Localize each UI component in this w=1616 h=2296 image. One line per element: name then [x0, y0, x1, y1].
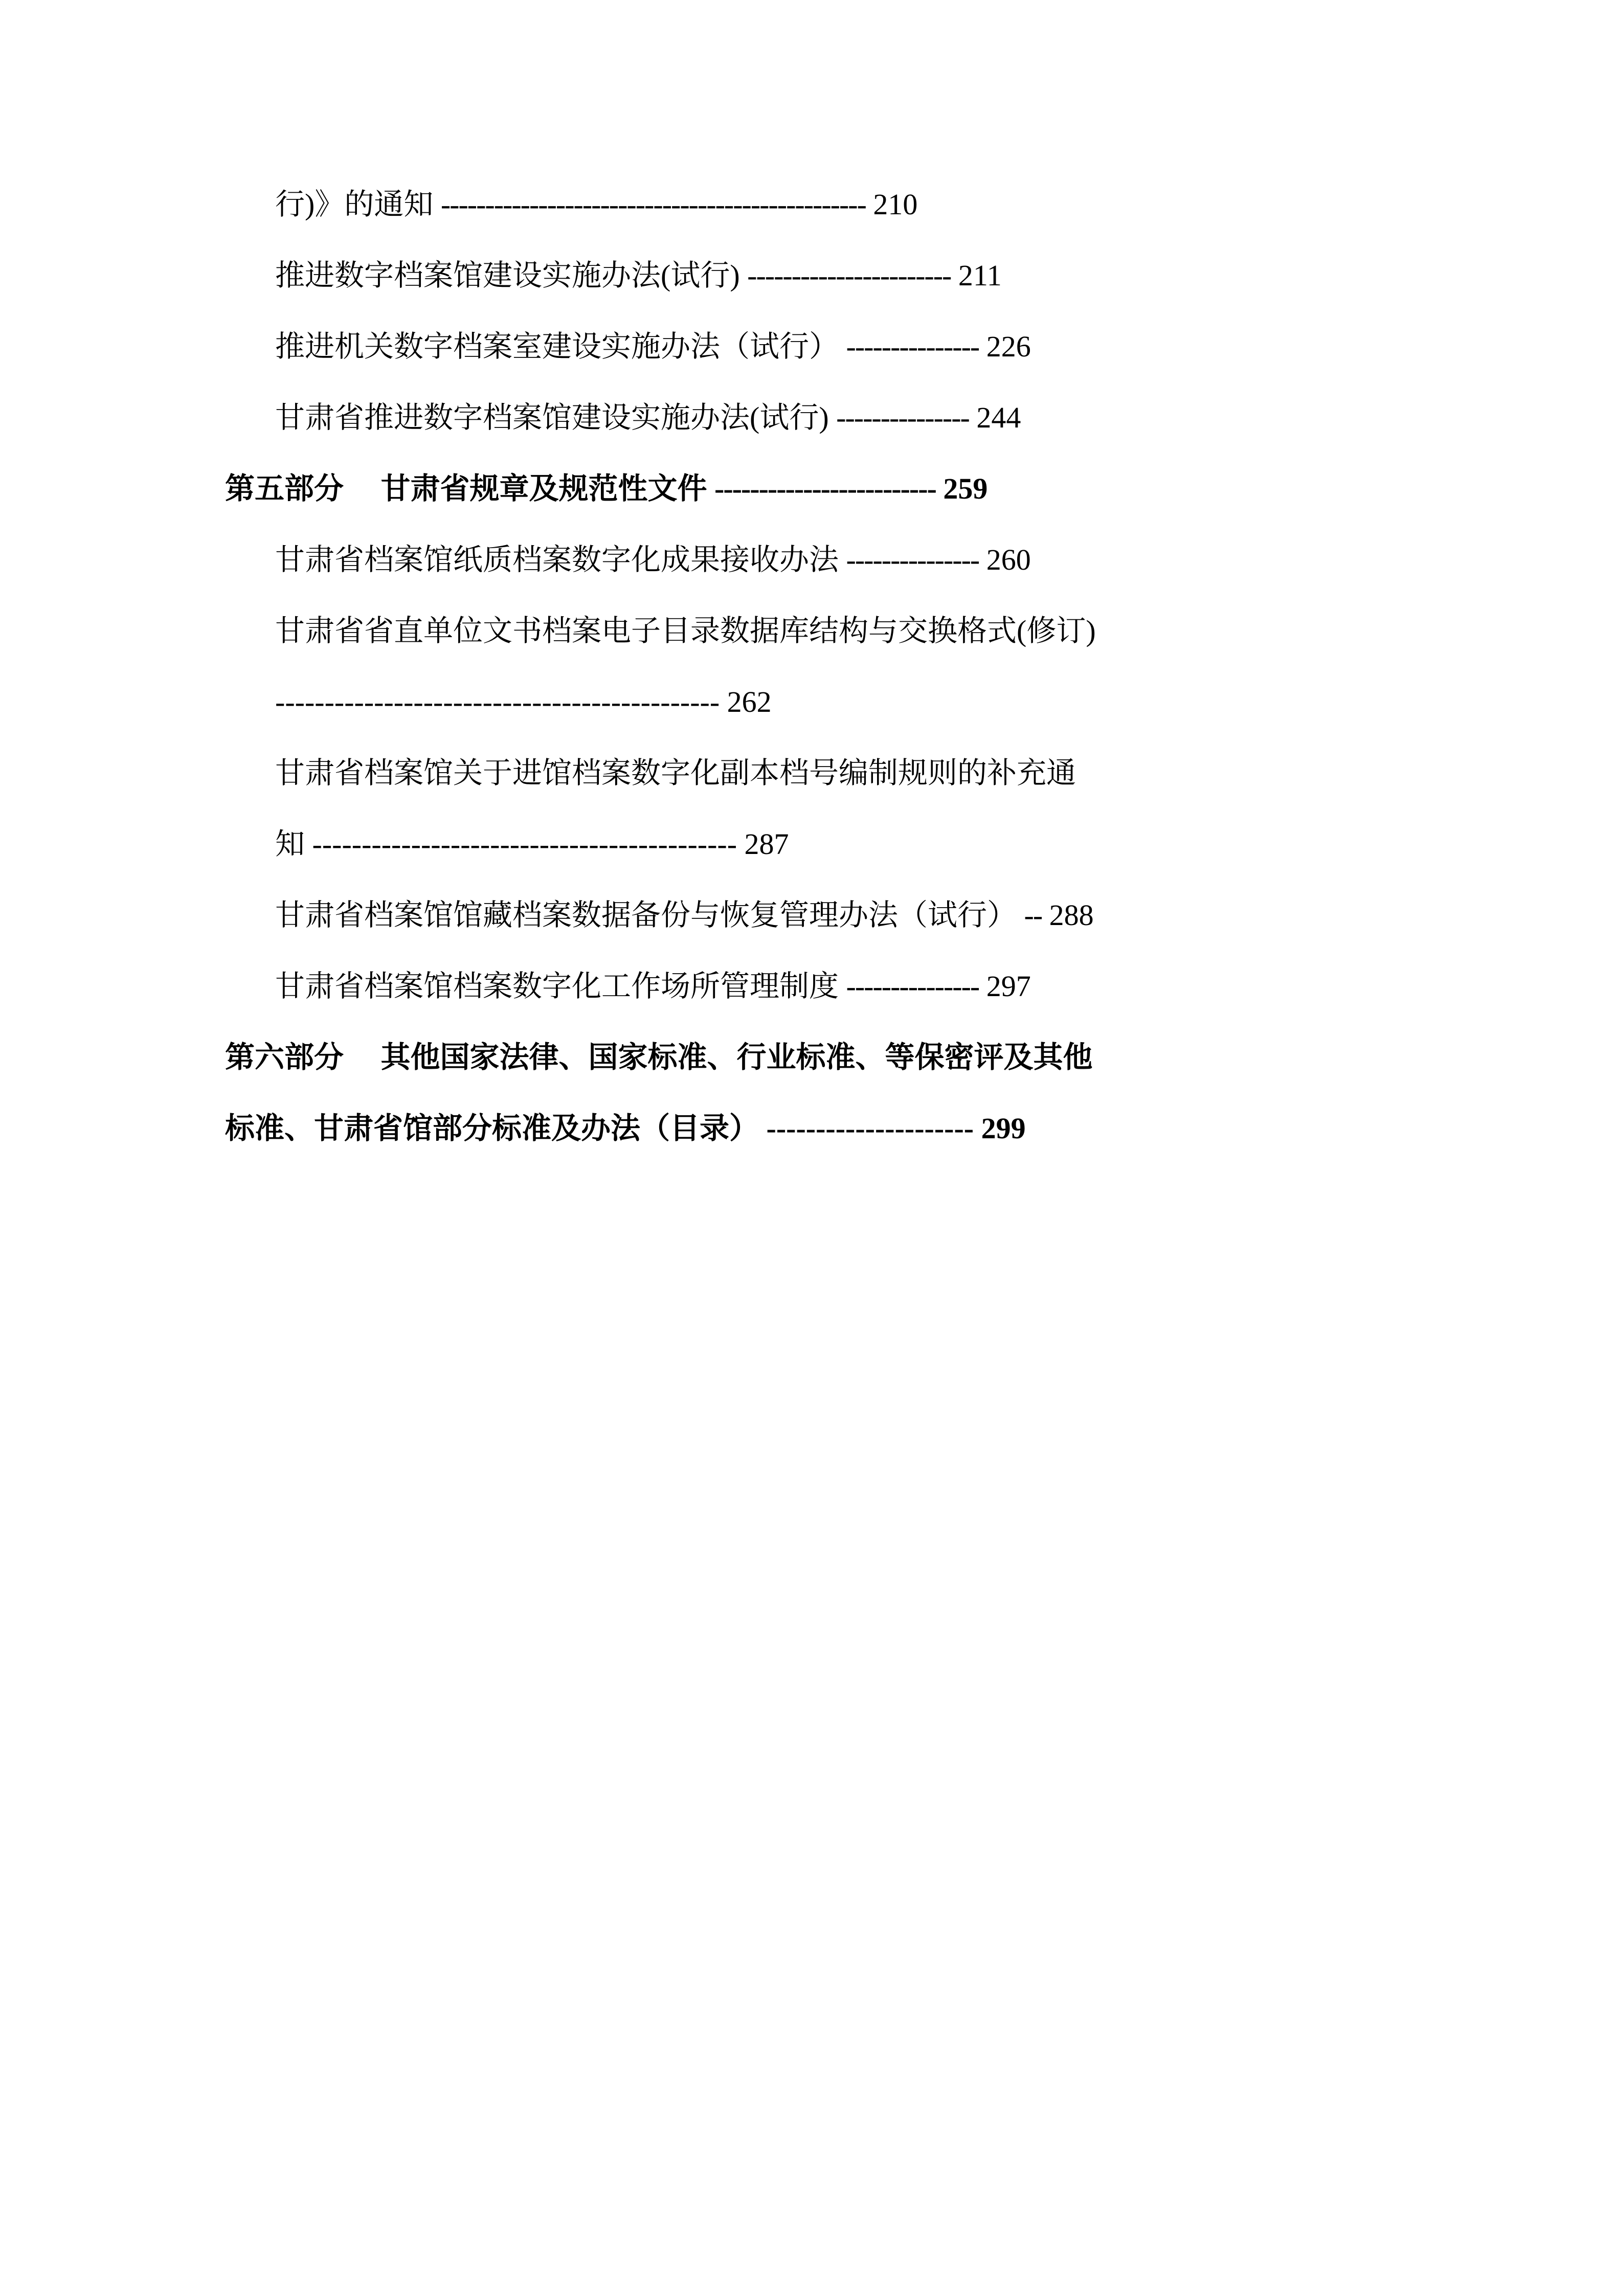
toc-page-number: 299 — [981, 1112, 1026, 1145]
toc-page-number: 244 — [976, 401, 1021, 434]
toc-entry-title: 第六部分 其他国家法律、国家标准、行业标准、等保密评及其他 — [225, 1041, 1093, 1074]
toc-page-number: 226 — [986, 330, 1031, 363]
toc-entry-title: 推进数字档案馆建设实施办法(试行) — [275, 259, 740, 292]
toc-entry[interactable] — [225, 524, 1299, 595]
toc-part-heading[interactable] — [225, 453, 1299, 524]
toc-entry-title: 第五部分 甘肃省规章及规范性文件 — [225, 472, 707, 505]
toc-page-number: 210 — [873, 188, 918, 221]
toc-page-number: 260 — [986, 543, 1031, 576]
toc-entry-title: 甘肃省档案馆关于进馆档案数字化副本档号编制规则的补充通 — [275, 756, 1076, 790]
toc-entry[interactable] — [225, 880, 1299, 951]
toc-entry[interactable] — [225, 595, 1299, 666]
toc-page-number: 287 — [744, 827, 789, 861]
toc-entry[interactable] — [225, 169, 1299, 240]
toc-entry-continuation[interactable] — [225, 808, 1299, 880]
toc-entry-title: 行)》的通知 — [275, 188, 434, 221]
toc-page-number: 297 — [986, 970, 1031, 1003]
toc-leader: ----------------------- — [747, 259, 951, 292]
toc-page-number: 262 — [727, 685, 772, 718]
toc-entry-title-tail: 标准、甘肃省馆部分标准及办法（目录） — [225, 1112, 759, 1145]
toc-entry-title: 甘肃省档案馆馆藏档案数据备份与恢复管理办法（试行） — [275, 898, 1017, 932]
toc-entry[interactable] — [225, 737, 1299, 808]
toc-entry-title: 甘肃省档案馆纸质档案数字化成果接收办法 — [275, 543, 839, 576]
toc-leader: --------------------------------------------- — [275, 685, 720, 718]
toc-leader: ------------------------------------------------ — [440, 188, 866, 221]
toc-entry-title-tail: 知 — [275, 827, 312, 861]
toc-leader: --------------- — [846, 970, 979, 1003]
toc-leader: --------------- — [846, 543, 979, 576]
toc-entry-title: 推进机关数字档案室建设实施办法（试行） — [275, 330, 839, 363]
toc-leader: --------------- — [846, 330, 979, 363]
toc-page-number: 211 — [958, 259, 1002, 292]
toc-page-number: 259 — [943, 472, 988, 505]
toc-entry[interactable] — [225, 382, 1299, 453]
toc-entry[interactable] — [225, 951, 1299, 1022]
toc-leader: --------------------- — [766, 1112, 974, 1145]
toc-leader: ------------------------------------------- — [312, 827, 737, 861]
toc-part-heading-continuation[interactable] — [225, 1093, 1299, 1164]
toc-leader: -- — [1024, 898, 1042, 932]
toc-entry-title: 甘肃省档案馆档案数字化工作场所管理制度 — [275, 970, 839, 1003]
table-of-contents — [225, 169, 1299, 1164]
toc-entry[interactable] — [225, 240, 1299, 311]
toc-page-number: 288 — [1049, 898, 1094, 932]
toc-entry-title: 甘肃省推进数字档案馆建设实施办法(试行) — [275, 401, 829, 434]
toc-part-heading[interactable] — [225, 1022, 1299, 1093]
toc-entry-title: 甘肃省省直单位文书档案电子目录数据库结构与交换格式(修订) — [275, 614, 1096, 647]
toc-entry-continuation[interactable] — [225, 666, 1299, 737]
toc-leader: ------------------------- — [714, 472, 936, 505]
toc-leader: --------------- — [836, 401, 969, 434]
toc-entry[interactable] — [225, 311, 1299, 382]
